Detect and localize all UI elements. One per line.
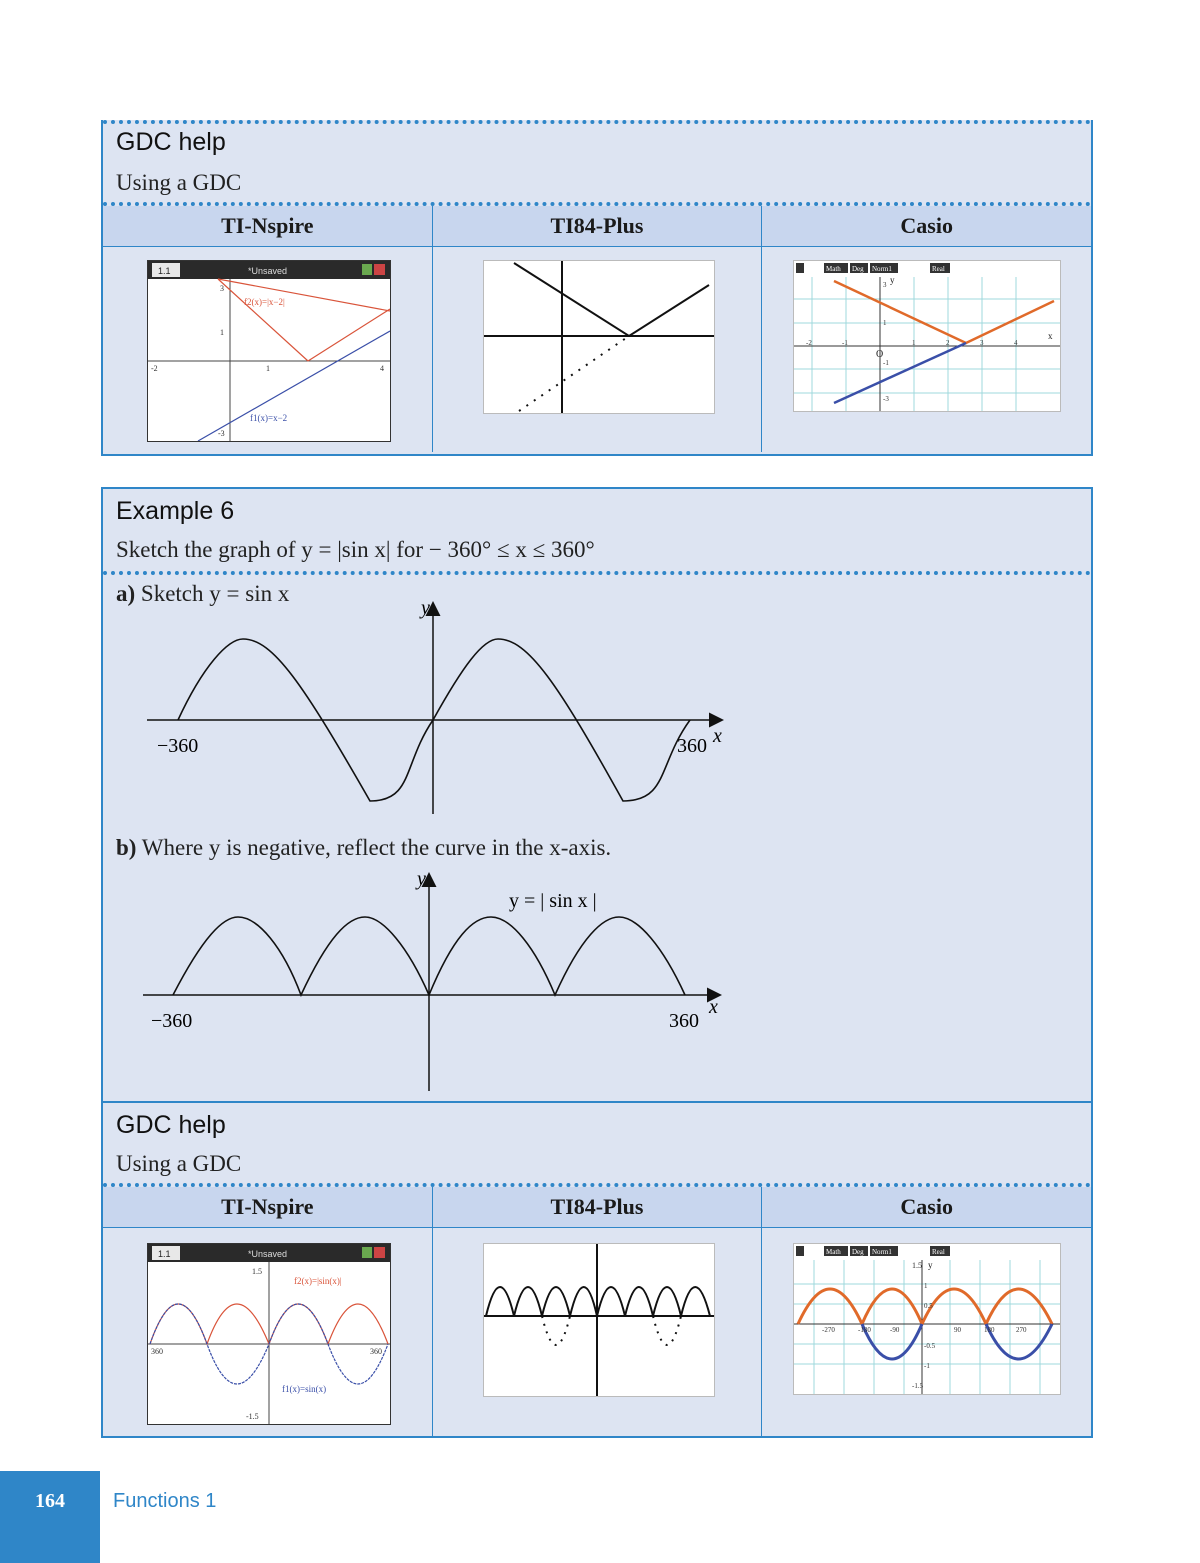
nspire-tab: 1.1 [158, 266, 171, 276]
curve-label: y = | sin x | [509, 890, 597, 912]
col-casio [762, 1187, 1091, 1436]
ti-nspire-screen [147, 1243, 391, 1425]
example-heading: Example 6 [116, 497, 235, 525]
col-head: TI-Nspire [103, 206, 432, 247]
svg-text:1.5: 1.5 [252, 1267, 262, 1276]
part-a-x-label: x [713, 725, 722, 747]
svg-text:-1: -1 [842, 339, 849, 347]
part-b-x-label: x [709, 996, 718, 1018]
part-b-right-tick: 360 [669, 1010, 699, 1032]
col-casio [762, 206, 1091, 452]
svg-text:Real: Real [932, 1248, 946, 1256]
svg-text:O: O [876, 349, 884, 360]
gdc-help-subheading: Using a GDC [116, 1151, 242, 1176]
col-ti84 [433, 1187, 763, 1436]
svg-text:-2: -2 [151, 364, 158, 373]
page-number: 164 [35, 1490, 65, 1512]
svg-text:3: 3 [220, 284, 224, 293]
col-head: TI-Nspire [103, 1187, 432, 1228]
example-prompt: Sketch the graph of y = |sin x| for − 360° ≤ x ≤ 360° [116, 537, 595, 562]
part-b-left-tick: −360 [151, 1010, 193, 1032]
svg-text:4: 4 [380, 364, 384, 373]
col-head: Casio [762, 206, 1091, 247]
gdc-columns [103, 206, 1091, 452]
svg-text:3: 3 [980, 339, 984, 347]
svg-text:1.5: 1.5 [912, 1261, 923, 1270]
chapter-title: Functions 1 [113, 1490, 217, 1512]
svg-text:y: y [928, 1260, 933, 1270]
svg-text:x: x [1048, 331, 1053, 341]
top-dotted-rule [103, 120, 1091, 124]
ti-nspire-screen [147, 260, 391, 442]
gdc-columns [103, 1187, 1091, 1436]
svg-text:-3: -3 [218, 429, 225, 438]
nspire-f1-label: f1(x)=sin(x) [282, 1384, 327, 1394]
col-ti-nspire [103, 206, 433, 452]
svg-text:-0.5: -0.5 [924, 1342, 936, 1350]
svg-text:1: 1 [912, 339, 916, 347]
svg-text:360: 360 [151, 1347, 163, 1356]
svg-text:180: 180 [984, 1326, 995, 1334]
footer-bar [0, 1471, 100, 1563]
gdc-help-heading: GDC help [116, 128, 226, 156]
svg-text:-90: -90 [890, 1326, 900, 1334]
abs-sin-graph [133, 867, 753, 1093]
nspire-f2-label: f2(x)=|sin(x)| [294, 1276, 342, 1286]
part-a-text: a) Sketch y = sin x [116, 581, 290, 606]
col-head: Casio [762, 1187, 1091, 1228]
svg-text:270: 270 [1016, 1326, 1027, 1334]
svg-text:Real: Real [932, 265, 946, 273]
section-dotted-rule [103, 571, 1091, 575]
svg-text:-180: -180 [858, 1326, 872, 1334]
gdc-help-box-2 [101, 1101, 1093, 1438]
svg-text:3: 3 [883, 281, 887, 289]
svg-text:Math: Math [826, 265, 842, 273]
svg-text:-2: -2 [806, 339, 813, 347]
sin-graph [133, 594, 753, 816]
svg-text:90: 90 [954, 1326, 962, 1334]
svg-text:-1.5: -1.5 [246, 1412, 259, 1421]
casio-screen [793, 1243, 1061, 1395]
svg-text:1: 1 [924, 1282, 928, 1290]
svg-text:360: 360 [370, 1347, 382, 1356]
col-ti84 [433, 206, 763, 452]
svg-text:-1: -1 [883, 359, 890, 367]
col-ti-nspire [103, 1187, 433, 1436]
svg-text:-1.5: -1.5 [912, 1382, 924, 1390]
col-head: TI84-Plus [433, 1187, 762, 1228]
part-b-text: b) Where y is negative, reflect the curve in the x-axis. [116, 835, 612, 860]
part-a-left-tick: −360 [157, 735, 199, 757]
gdc-help-subheading: Using a GDC [116, 170, 242, 195]
gdc-help-box-1 [101, 120, 1093, 456]
part-a-y-label: y [421, 597, 430, 619]
svg-text:2: 2 [946, 339, 950, 347]
svg-text:4: 4 [1014, 339, 1018, 347]
nspire-f1-label: f1(x)=x−2 [250, 413, 288, 423]
ti84-screen [483, 260, 715, 414]
svg-text:1: 1 [883, 319, 887, 327]
svg-text:1: 1 [220, 328, 224, 337]
svg-text:*Unsaved: *Unsaved [248, 1249, 288, 1259]
casio-screen [793, 260, 1061, 412]
svg-text:Norm1: Norm1 [872, 1248, 893, 1256]
nspire-f2-label: f2(x)=|x−2| [244, 297, 285, 307]
nspire-doc: *Unsaved [248, 266, 288, 276]
part-b-y-label: y [417, 868, 426, 890]
svg-text:-1: -1 [924, 1362, 931, 1370]
example-box [101, 487, 1093, 1103]
svg-text:1: 1 [266, 364, 270, 373]
col-head: TI84-Plus [433, 206, 762, 247]
svg-text:0.5: 0.5 [924, 1302, 934, 1310]
svg-text:1.1: 1.1 [158, 1249, 171, 1259]
svg-text:Deg: Deg [852, 1248, 865, 1256]
svg-text:-270: -270 [822, 1326, 836, 1334]
svg-text:Math: Math [826, 1248, 842, 1256]
gdc-help-heading: GDC help [116, 1111, 226, 1139]
svg-text:-3: -3 [883, 395, 890, 403]
ti84-screen [483, 1243, 715, 1397]
svg-text:Deg: Deg [852, 265, 865, 273]
part-a-right-tick: 360 [677, 735, 707, 757]
svg-text:y: y [890, 275, 895, 285]
svg-text:Norm1: Norm1 [872, 265, 893, 273]
